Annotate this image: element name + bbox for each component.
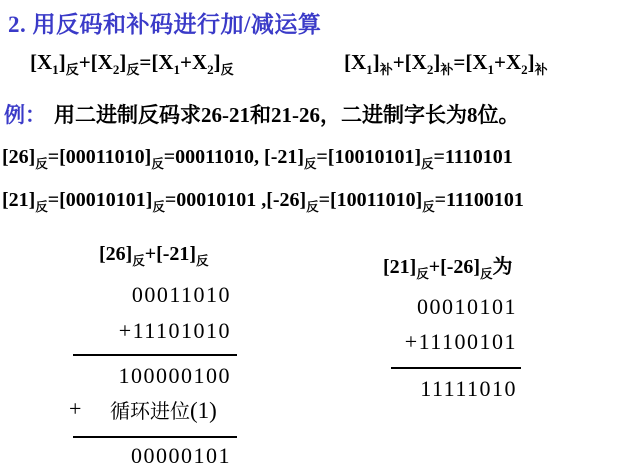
formula-ones-complement: $[X_1]_反+[X_2]_反=[X_1+X_2]_反$ (30, 50, 234, 78)
worksheet-left-addend-2: +11101010 (118, 318, 231, 343)
worksheet-right-result: 11111010 (420, 376, 517, 401)
worksheet-26-minus-21 (67, 243, 239, 472)
worksheet-right-addend-2: +11100101 (404, 329, 517, 354)
worksheet-left-addend-1: 00011010 (131, 282, 231, 307)
worksheet-left-header: $[26]_反+[-21]_反$ (99, 243, 209, 268)
worksheet-right-header: $[21]_反+[-26]_反$为 (383, 256, 513, 281)
definition-line-2: $[21]_反=[00010101]_反=00010101$ $,[-26]_反=[10011010]_反=11100101$ (2, 189, 524, 214)
carry-value: (1) (190, 398, 217, 423)
worksheet-left-raw-sum: 100000100 (118, 363, 231, 388)
formula-twos-complement: $[X_1]_补+[X_2]_补=[X_1+X_2]_补$ (344, 50, 548, 78)
carry-plus-sign: + (69, 396, 82, 421)
page-title: 2. 用反码和补码进行加/减运算 (8, 12, 322, 37)
result-divider-line (73, 436, 237, 438)
example-statement (4, 99, 520, 129)
definition-line-1: $[26]_反=[00011010]_反=00011010$, $[-21]_反=[10010101]_反=1110101$ (2, 146, 513, 171)
worksheet-left-result: 00000101 (131, 443, 231, 468)
worksheet-21-minus-26 (383, 250, 525, 410)
worksheet-right-addend-1: 00010101 (417, 294, 517, 319)
result-divider-line (391, 367, 521, 369)
carry-label: 循环进位(1) (110, 398, 217, 423)
example-text: 用二进制反码求26-21和21-26，二进制字长为8位。 (54, 103, 520, 127)
example-label: 例： (4, 103, 46, 127)
sum-divider-line (73, 354, 237, 356)
